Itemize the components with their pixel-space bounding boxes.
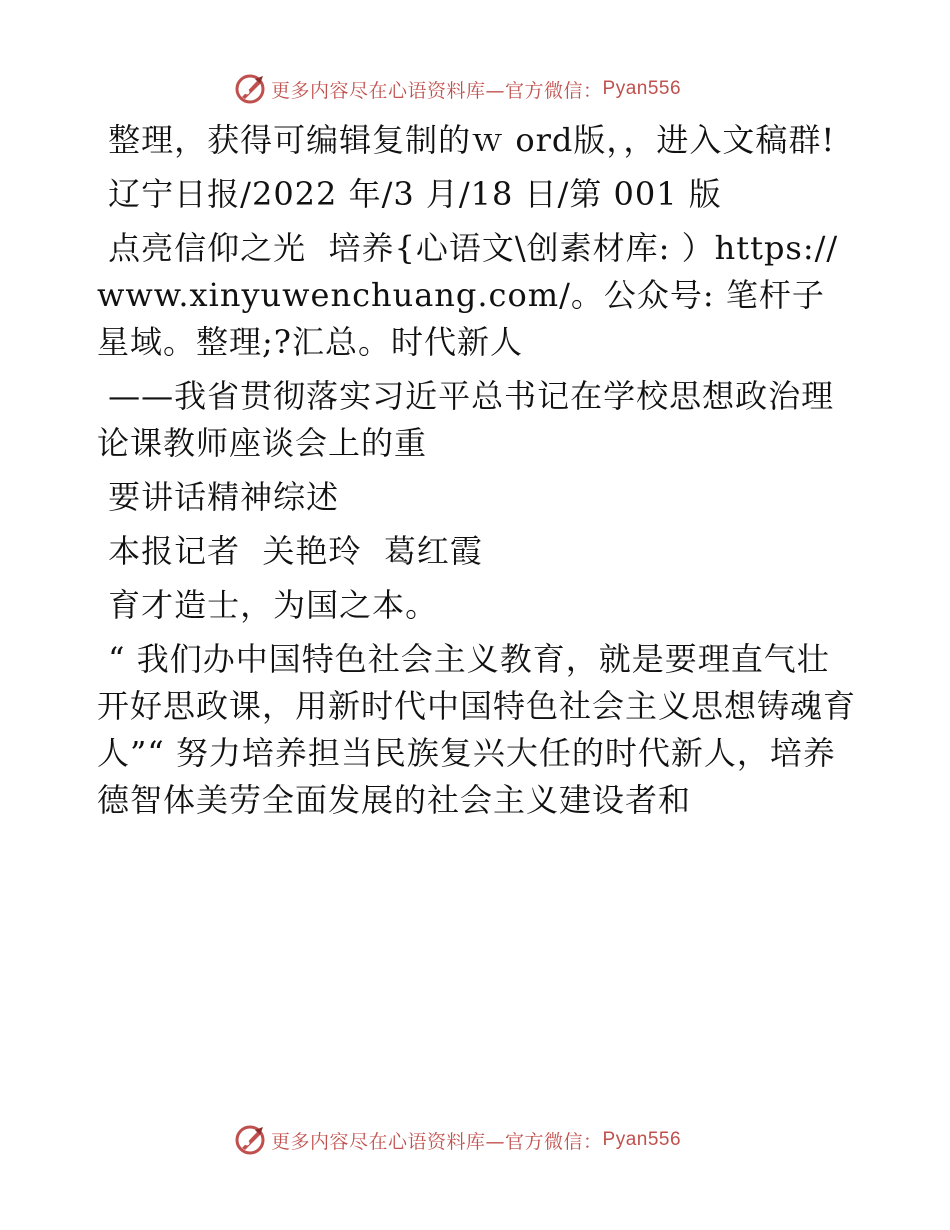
paragraph: 整理，获得可编辑复制的ｗ ord版，，进入文稿群! bbox=[97, 121, 836, 159]
paragraph: 育才造士，为国之本。 bbox=[97, 586, 439, 624]
paragraph: 辽宁日报/2022 年/3 月/18 日/第 001 版 bbox=[97, 175, 722, 213]
footer-watermark bbox=[233, 1123, 681, 1157]
wechat-id: Pyan556 bbox=[602, 78, 682, 99]
document-body bbox=[97, 117, 857, 831]
paragraph: 点亮信仰之光 培养{心语文\创素材库: ）https://www.xinyuwenchuang.com/。公众号: 笔杆子星域。整理;?汇总。时代新人 bbox=[97, 229, 839, 361]
paragraph: 本报记者 关艳玲 葛红霞 bbox=[97, 532, 483, 570]
quill-pen-logo-icon bbox=[233, 1123, 267, 1157]
paragraph: 要讲话精神综述 bbox=[97, 478, 340, 516]
paragraph: ——我省贯彻落实习近平总书记在学校思想政治理论课教师座谈会上的重 bbox=[97, 377, 835, 462]
header-watermark bbox=[233, 72, 681, 106]
watermark-text: 更多内容尽在心语资料库—官方微信： bbox=[271, 79, 603, 102]
paragraph: “ 我们办中国特色社会主义教育，就是要理直气壮开好思政课，用新时代中国特色社会主义思想铸魂育人”“ 努力培养担当民族复兴大任的时代新人，培养德智体美劳全面发展的社会主义建设者和 bbox=[97, 640, 857, 819]
wechat-id: Pyan556 bbox=[602, 1129, 682, 1150]
quill-pen-logo-icon bbox=[233, 72, 267, 106]
watermark-text: 更多内容尽在心语资料库—官方微信： bbox=[271, 1130, 603, 1153]
